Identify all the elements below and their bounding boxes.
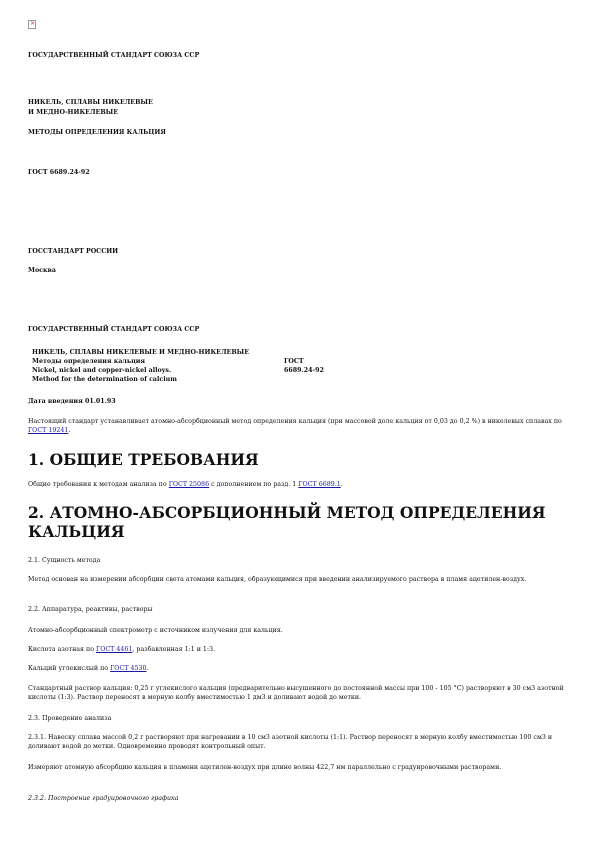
method-title: МЕТОДЫ ОПРЕДЕЛЕНИЯ КАЛЬЦИЯ [28, 129, 166, 136]
s22-item-2-end: , разбавленная 1:1 и 1:3. [132, 646, 216, 653]
subject-line-2: И МЕДНО-НИКЕЛЕВЫЕ [28, 109, 119, 116]
section-2-heading-line-2: КАЛЬЦИЯ [28, 522, 125, 541]
meta-row [32, 366, 572, 375]
scope-paragraph [28, 417, 568, 435]
meta-subtitle-en: Method for the determination of calcium [32, 376, 177, 383]
s22-item-2 [28, 645, 568, 654]
s232-title: 2.3.2. Построение градуировочного графика [28, 795, 179, 802]
broken-image-glyph: × [30, 20, 36, 27]
s21-text: Метод основан на измерении абсорбции света атомами кальция, образующимися при введении анализируемого раствора в пламя ацетилен-воздух. [28, 576, 527, 583]
s1-text-end: . [340, 481, 343, 488]
meta-row [32, 357, 572, 366]
s1-text-mid: с дополнением по разд. 1 [211, 481, 297, 488]
gost-number: ГОСТ 6689.24-92 [28, 169, 90, 176]
s22-item-1: Атомно-абсорбционный спектрометр с источником излучения для кальция. [28, 627, 283, 634]
scope-text: Настоящий стандарт устанавливает атомно-абсорбционный метод определения кальция (при массовой доле кальция от 0,03 до 0,2 %) в никелевых сплавах по [28, 418, 562, 425]
meta-gost-number: 6689.24-92 [284, 367, 324, 374]
meta-row [32, 375, 572, 384]
s231-text-2: Измеряют атомную абсорбцию кальция в пламени ацетилен-воздух при длине волны 422,7 нм параллельно с градуировочными растворами. [28, 764, 502, 771]
s231-text: 2.3.1. Навеску сплава массой 0,2 г растворяют при нагревании в 10 см3 азотной кислоты (1:1). Раствор переносят в мерную колбу вместимостью 100 см3 и доливают водой до метки. Одновременно проводят контрольный опыт. [28, 734, 553, 750]
s22-item-2-start: Кислота азотная по [28, 646, 95, 653]
section-2-heading-line-1: 2. АТОМНО-АБСОРБЦИОННЫЙ МЕТОД ОПРЕДЕЛЕНИЯ [28, 503, 546, 522]
city: Москва [28, 267, 57, 274]
s22-title: 2.2. Аппаратура, реактивы, растворы [28, 606, 153, 613]
s22-item-3-start: Кальций углекислый по [28, 665, 109, 672]
broken-image-icon [28, 20, 36, 29]
link-gost-6689-1[interactable]: ГОСТ 6689.1 [298, 481, 341, 488]
date-value: 01.01.93 [84, 398, 116, 405]
meta-title-ru: НИКЕЛЬ, СПЛАВЫ НИКЕЛЕВЫЕ И МЕДНО-НИКЕЛЕВЫЕ [32, 349, 250, 356]
meta-block [32, 348, 572, 384]
meta-row [32, 348, 572, 357]
link-gost-4461[interactable]: ГОСТ 4461 [96, 646, 133, 653]
link-gost-4530[interactable]: ГОСТ 4530 [110, 665, 147, 672]
link-gost-19241[interactable]: ГОСТ 19241 [28, 427, 69, 434]
meta-title-en: Nickel, nickel and copper-nickel alloys. [32, 367, 172, 374]
subject-line-1: НИКЕЛЬ, СПЛАВЫ НИКЕЛЕВЫЕ [28, 99, 153, 106]
date-label: Дата введения [28, 398, 83, 405]
section-1-text [28, 480, 568, 489]
effective-date [28, 397, 116, 406]
s21-title: 2.1. Сущность метода [28, 557, 101, 564]
s1-text-start: Общие требования к методам анализа по [28, 481, 167, 488]
publisher: ГОССТАНДАРТ РОССИИ [28, 248, 119, 255]
scope-end: . [68, 427, 71, 434]
link-gost-25086[interactable]: ГОСТ 25086 [168, 481, 210, 488]
org-title-repeat: ГОСУДАРСТВЕННЫЙ СТАНДАРТ СОЮЗА ССР [28, 326, 200, 333]
meta-subtitle-ru: Методы определения кальция [32, 358, 146, 365]
s22-item-3-end: . [146, 665, 149, 672]
meta-gost-label: ГОСТ [284, 358, 304, 365]
org-title: ГОСУДАРСТВЕННЫЙ СТАНДАРТ СОЮЗА ССР [28, 52, 200, 59]
s22-item-4: Стандартный раствор кальция: 0,25 г углекислого кальция (предварительно высушенного до постоянной массы при 100 - 105 °С) растворяют в 30 см3 азотной кислоты (1:3). Раствор переносят в мерную колбу вместимостью 1 дм3 и доливают водой до метки. [28, 685, 564, 701]
s23-title: 2.3. Проведение анализа [28, 715, 112, 722]
s22-item-3 [28, 664, 568, 673]
section-1-heading: 1. ОБЩИЕ ТРЕБОВАНИЯ [28, 450, 259, 469]
